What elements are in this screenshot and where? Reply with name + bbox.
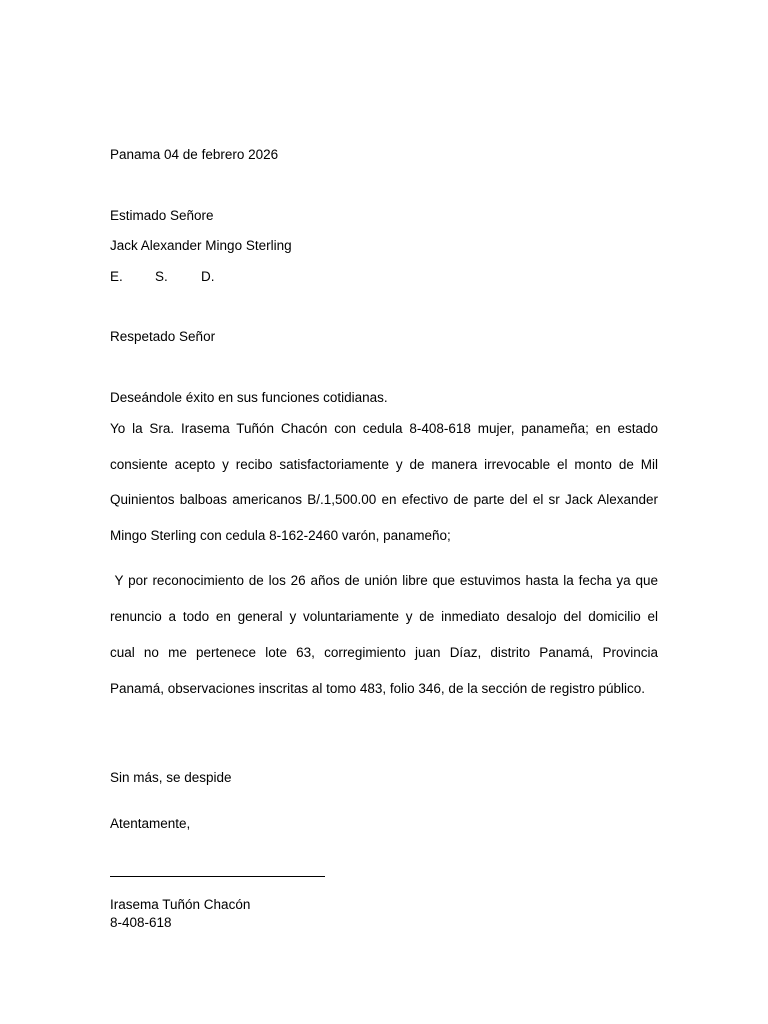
greeting: Estimado Señore: [110, 208, 214, 223]
sign-off: Atentamente,: [110, 816, 191, 831]
signature-line: [110, 876, 325, 877]
paragraph-1-line: Yo la Sra. Irasema Tuñón Chacón con cedula 8-408-618 mujer, panameña; en estado: [110, 421, 658, 436]
salutation: Respetado Señor: [110, 329, 216, 344]
paragraph-1-line: Quinientos balboas americanos B/.1,500.00 en efectivo de parte del el sr Jack Alexander: [110, 492, 658, 507]
paragraph-1-line: consiente acepto y recibo satisfactoriamente y de manera irrevocable el monto de Mil: [110, 457, 658, 472]
esd-line: [110, 268, 215, 286]
paragraph-2-line: Panamá, observaciones inscritas al tomo 483, folio 346, de la sección de registro público.: [110, 681, 646, 696]
signer-id: 8-408-618: [110, 915, 172, 930]
paragraph-2-line: cual no me pertenece lote 63, corregimiento juan Díaz, distrito Panamá, Provincia: [110, 645, 658, 660]
wish-line: Deseándole éxito en sus funciones cotidianas.: [110, 390, 388, 405]
paragraph-2-line: renuncio a todo en general y voluntariamente y de inmediato desalojo del domicilio el: [110, 609, 658, 624]
esd-d: D.: [201, 269, 215, 284]
recipient-name: Jack Alexander Mingo Sterling: [110, 238, 292, 253]
closing-line: Sin más, se despide: [110, 770, 232, 785]
esd-e: E.: [110, 269, 123, 284]
date-line: Panama 04 de febrero 2026: [110, 147, 279, 162]
signer-name: Irasema Tuñón Chacón: [110, 897, 251, 912]
paragraph-1-line: Mingo Sterling con cedula 8-162-2460 varón, panameño;: [110, 528, 451, 543]
paragraph-2-line: Y por reconocimiento de los 26 años de unión libre que estuvimos hasta la fecha ya que: [110, 573, 658, 588]
esd-s: S.: [155, 269, 168, 284]
